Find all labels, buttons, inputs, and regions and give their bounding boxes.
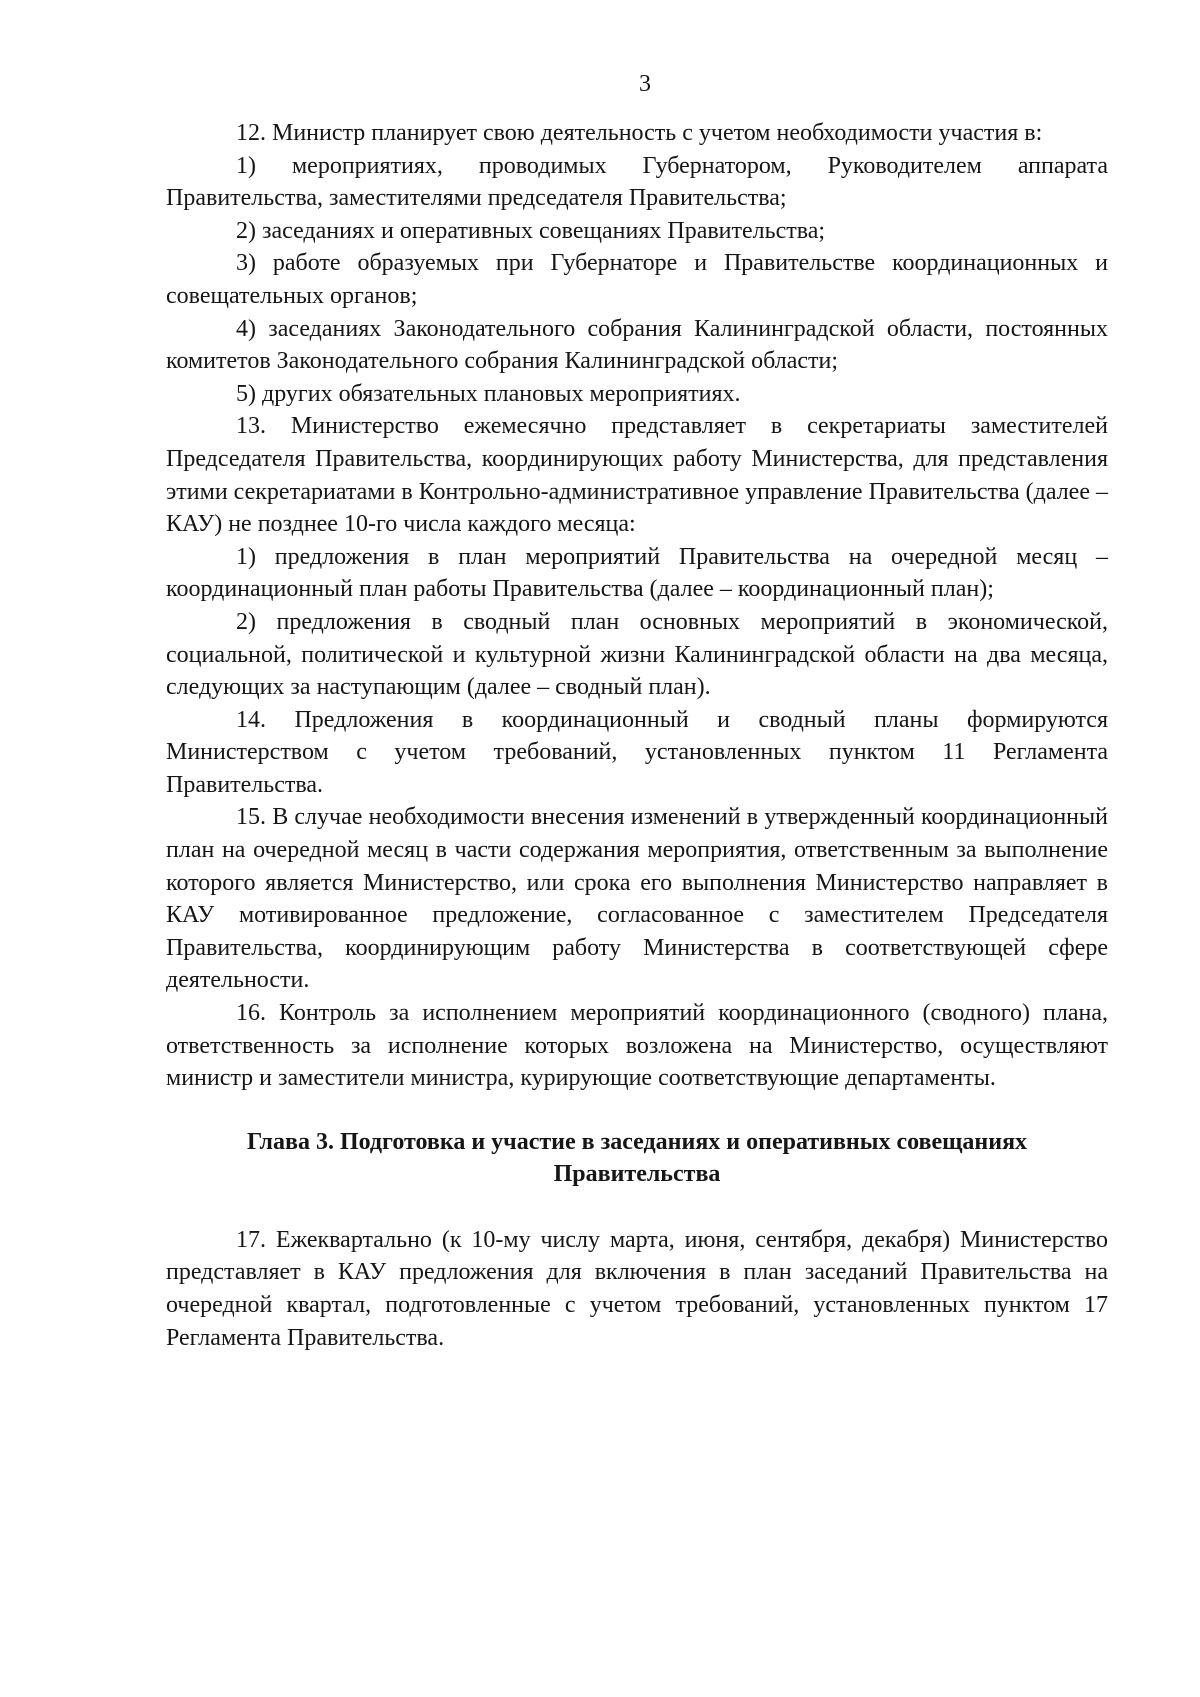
chapter-heading-line-1: Глава 3. Подготовка и участие в заседаниях и оперативных совещаниях <box>246 1128 1028 1155</box>
paragraph-12-item-3: 3) работе образуемых при Губернаторе и Правительстве координационных и совещательных органов; <box>166 250 1108 309</box>
paragraph-16: 16. Контроль за исполнением мероприятий координационного (сводного) плана, ответственность за исполнение которых возложена на Министерство, осуществляют министр и заместители министра, курирующие соответствующие департаменты. <box>166 1000 1108 1092</box>
paragraph-13-item-2: 2) предложения в сводный план основных мероприятий в экономической, социальной, политической и культурной жизни Калининградской области на два месяца, следующих за наступающим (далее – сводный план). <box>166 608 1108 701</box>
paragraph-13: 13. Министерство ежемесячно представляет в секретариаты заместителей Председателя Правительства, координирующих работу Министерства, для представления этими секретариатами в Контрольно-административное управление Правительства (далее – КАУ) не позднее 10-го числа каждого месяца: <box>166 413 1108 538</box>
paragraph-12: 12. Министр планирует свою деятельность с учетом необходимости участия в: <box>236 120 1043 146</box>
page-number: 3 <box>639 71 651 97</box>
paragraph-12-item-5: 5) других обязательных плановых мероприятиях. <box>236 380 741 407</box>
chapter-heading-line-2: Правительства <box>553 1160 721 1187</box>
paragraph-12-item-1: 1) мероприятиях, проводимых Губернатором, Руководителем аппарата Правительства, заместителями председателя Правительства; <box>166 152 1108 212</box>
paragraph-17: 17. Ежеквартально (к 10-му числу марта, июня, сентября, декабря) Министерство представляет в КАУ предложения для включения в план заседаний Правительства на очередной квартал, подготовленные с учетом требований, установленных пунктом 17 Регламента Правительства. <box>166 1226 1108 1351</box>
paragraph-12-item-4: 4) заседаниях Законодательного собрания Калининградской области, постоянных комитетов Законодательного собрания Калининградской области; <box>166 315 1108 375</box>
paragraph-14: 14. Предложения в координационный и сводный планы формируются Министерством с учетом требований, установленных пунктом 11 Регламента Правительства. <box>166 706 1108 798</box>
document-body <box>166 117 1108 1354</box>
paragraph-15: 15. В случае необходимости внесения изменений в утвержденный координационный план на очередной месяц в части содержания мероприятия, ответственным за выполнение которого является Министерство, или срока его выполнения Министерство направляет в КАУ мотивированное предложение, согласованное с заместителем Председателя Правительства, координирующим работу Министерства в соответствующей сфере деятельности. <box>166 804 1108 994</box>
paragraph-12-item-2: 2) заседаниях и оперативных совещаниях Правительства; <box>236 217 826 244</box>
chapter-heading <box>166 1126 1108 1190</box>
paragraph-13-item-1: 1) предложения в план мероприятий Правительства на очередной месяц – координационный план работы Правительства (далее – координационный план); <box>166 543 1108 603</box>
